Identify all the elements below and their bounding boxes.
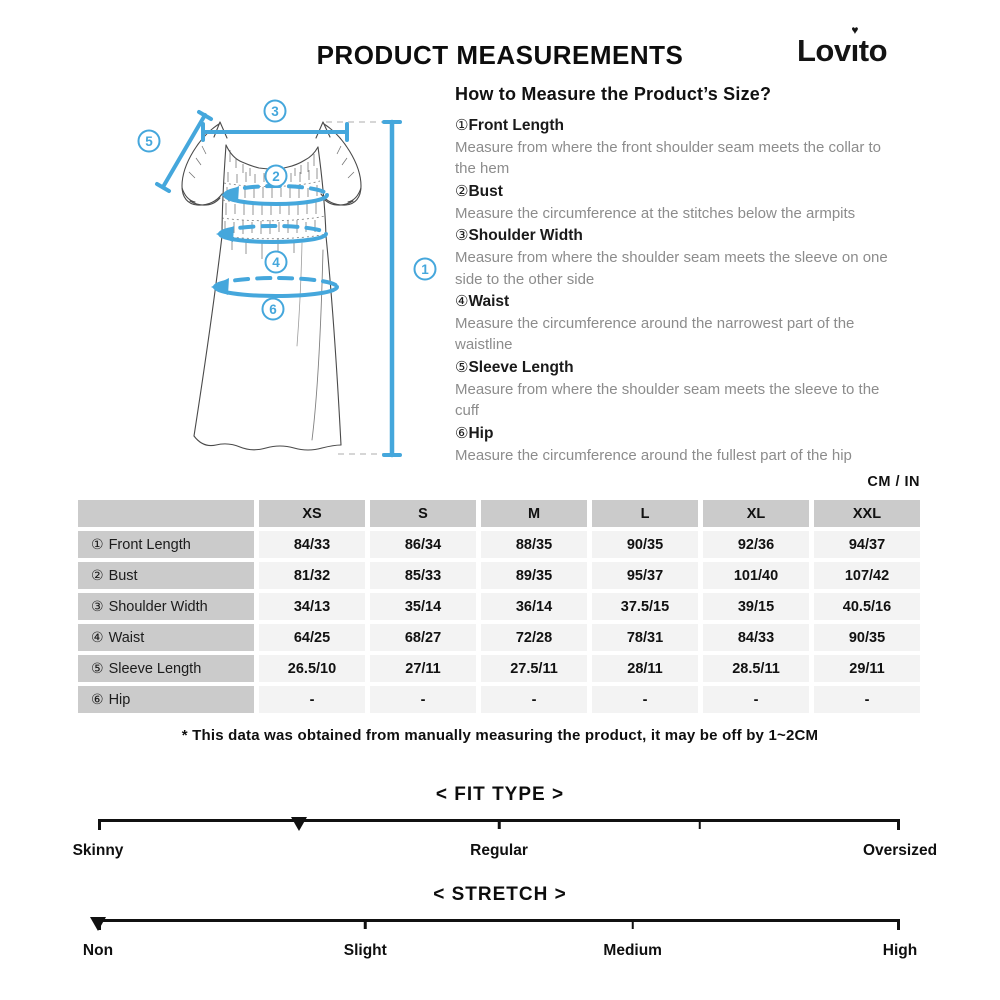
circled-number: ⑤ — [455, 357, 469, 376]
callout-num: 4 — [272, 255, 280, 270]
callout-bust — [266, 166, 287, 187]
table-cell: 27.5/11 — [481, 655, 587, 682]
scale-line — [98, 919, 900, 922]
callout-num: 5 — [145, 134, 153, 149]
scale-label: Oversized — [862, 842, 938, 859]
table-cell: 92/36 — [703, 531, 809, 558]
measure-item-name: Bust — [468, 182, 503, 200]
row-label-text: Shoulder Width — [108, 598, 208, 615]
table-cell: 37.5/15 — [592, 593, 698, 620]
column-header: XS — [259, 500, 365, 527]
column-header: L — [592, 500, 698, 527]
sleeve-length-line — [163, 115, 205, 187]
measure-item — [455, 180, 897, 224]
callout-waist — [266, 252, 287, 273]
table-cell: 27/11 — [370, 655, 476, 682]
logo-i-letter: ı — [850, 33, 859, 68]
stretch-title: < STRETCH > — [433, 884, 567, 905]
scale-tick — [698, 819, 701, 829]
table-cell: 36/14 — [481, 593, 587, 620]
table-cell: 95/37 — [592, 562, 698, 589]
scale-label: Non — [82, 942, 114, 959]
row-label — [78, 624, 254, 651]
size-table — [78, 500, 920, 713]
table-cell: 90/35 — [592, 531, 698, 558]
table-cell: 26.5/10 — [259, 655, 365, 682]
row-label-text: Hip — [108, 691, 131, 708]
measure-item-name: Front Length — [468, 117, 565, 134]
bodice-left — [222, 145, 226, 236]
unit-label: CM / IN — [867, 474, 920, 490]
circled-number: ② — [91, 567, 104, 584]
measure-item-title — [455, 290, 897, 313]
measure-item-title — [455, 180, 897, 203]
logo-text: Lov — [797, 33, 851, 68]
dress-measurement-diagram — [110, 88, 455, 473]
measure-item-title — [455, 224, 897, 247]
table-cell: 28.5/11 — [703, 655, 809, 682]
row-label — [78, 562, 254, 589]
table-cell: - — [259, 686, 365, 713]
scale-tick — [631, 919, 634, 929]
left-cuff-ruffle — [182, 188, 220, 205]
heart-icon: ♥ — [851, 23, 858, 37]
table-cell: 85/33 — [370, 562, 476, 589]
gather-row — [222, 216, 325, 221]
table-cell: 68/27 — [370, 624, 476, 651]
measure-item-desc: Measure the circumference at the stitches below the armpits — [455, 204, 856, 222]
table-cell: 90/35 — [814, 624, 920, 651]
fit-type-title: < FIT TYPE > — [435, 784, 565, 805]
row-label — [78, 593, 254, 620]
scale-tick — [364, 919, 367, 929]
table-cell: 84/33 — [259, 531, 365, 558]
callout-hip — [263, 299, 284, 320]
measure-item — [455, 356, 897, 422]
page-title: PRODUCT MEASUREMENTS — [316, 40, 684, 70]
table-cell: 84/33 — [703, 624, 809, 651]
circled-number: ④ — [455, 292, 469, 311]
table-cell: 89/35 — [481, 562, 587, 589]
scale-label: Regular — [470, 842, 528, 859]
table-cell: 86/34 — [370, 531, 476, 558]
measure-item — [455, 422, 897, 466]
how-to-heading: How to Measure the Product’s Size? — [455, 84, 772, 104]
how-to-measure-panel — [455, 84, 897, 466]
table-cell: 101/40 — [703, 562, 809, 589]
hem-wave — [194, 436, 341, 450]
circled-number: ⑤ — [91, 660, 104, 677]
callout-sleeve-length — [139, 131, 160, 152]
callout-num: 1 — [421, 262, 429, 277]
table-cell: 39/15 — [703, 593, 809, 620]
column-header: XL — [703, 500, 809, 527]
skirt-right — [326, 236, 341, 445]
measure-item-desc: Measure from where the front shoulder seam meets the collar to the hem — [455, 139, 882, 178]
column-header: M — [481, 500, 587, 527]
hip-arc-dashed — [215, 278, 337, 287]
circled-number: ⑥ — [455, 423, 469, 442]
measure-item-desc: Measure from where the shoulder seam meets the sleeve to the cuff — [455, 380, 880, 420]
measure-item-title — [455, 356, 897, 379]
skirt-left — [194, 236, 222, 436]
circled-number: ③ — [91, 598, 104, 615]
table-cell: - — [481, 686, 587, 713]
callout-front-length — [415, 259, 436, 280]
table-cell: 64/25 — [259, 624, 365, 651]
circled-number: ② — [455, 181, 469, 200]
measure-item-desc: Measure the circumference around the fullest part of the hip — [455, 446, 852, 464]
scale-label: Medium — [603, 942, 662, 959]
table-cell: 94/37 — [814, 531, 920, 558]
row-label-text: Sleeve Length — [108, 660, 202, 677]
measure-item — [455, 224, 897, 290]
stretch-scale — [82, 919, 918, 965]
measure-item-title — [455, 422, 897, 445]
circled-number: ④ — [91, 629, 104, 646]
hip-arc-solid — [215, 287, 337, 296]
table-cell: 107/42 — [814, 562, 920, 589]
table-cell: - — [703, 686, 809, 713]
table-cell: 81/32 — [259, 562, 365, 589]
row-label-text: Waist — [108, 629, 145, 646]
scale-label: Slight — [343, 942, 387, 959]
scale-end-tick-right — [897, 919, 900, 930]
scale-label: Skinny — [72, 842, 124, 859]
table-cell: - — [592, 686, 698, 713]
table-cell: 40.5/16 — [814, 593, 920, 620]
table-cell: 72/28 — [481, 624, 587, 651]
table-cell: 29/11 — [814, 655, 920, 682]
measure-item-name: Shoulder Width — [468, 227, 583, 245]
measure-item-desc: Measure the circumference around the narrowest part of the waistline — [455, 315, 855, 354]
measure-item — [455, 114, 897, 180]
circled-number: ⑥ — [91, 691, 104, 708]
measure-item — [455, 290, 897, 356]
row-label-text: Front Length — [108, 536, 191, 553]
callout-num: 2 — [272, 169, 280, 184]
circled-number: ① — [455, 116, 469, 134]
table-cell: 78/31 — [592, 624, 698, 651]
stretch-marker — [90, 917, 106, 931]
callout-num: 6 — [269, 302, 277, 317]
callout-shoulder-width — [265, 101, 286, 122]
table-cell: 88/35 — [481, 531, 587, 558]
scale-tick — [498, 819, 501, 829]
logo-text-2: to — [858, 33, 888, 68]
column-header: S — [370, 500, 476, 527]
waist-arc-solid — [220, 234, 326, 242]
row-label — [78, 655, 254, 682]
measure-item-name: Waist — [468, 293, 510, 311]
measure-item-name: Hip — [468, 424, 494, 442]
bust-arc-solid — [225, 195, 327, 204]
table-corner-cell — [78, 500, 254, 527]
table-cell: 35/14 — [370, 593, 476, 620]
logo-i — [850, 23, 859, 69]
circled-number: ① — [91, 536, 104, 553]
right-sleeve — [321, 124, 361, 205]
table-cell: - — [814, 686, 920, 713]
measure-item-title — [455, 114, 897, 137]
brand-logo — [797, 23, 888, 69]
scale-end-tick-right — [897, 819, 900, 830]
waist-arc-dashed — [220, 226, 326, 234]
scale-end-tick-left — [98, 819, 101, 830]
measurement-marks — [157, 112, 400, 455]
fit-type-scale — [72, 819, 938, 865]
fit-type-marker — [291, 817, 307, 831]
footnote: * This data was obtained from manually measuring the product, it may be off by 1~2CM — [181, 727, 819, 744]
measure-item-desc: Measure from where the shoulder seam meets the sleeve on one side to the other side — [455, 249, 888, 288]
scale-label: High — [882, 942, 918, 959]
callout-num: 3 — [271, 104, 279, 119]
table-cell: 34/13 — [259, 593, 365, 620]
measure-item-name: Sleeve Length — [468, 358, 574, 376]
row-label-text: Bust — [108, 567, 138, 584]
row-label — [78, 531, 254, 558]
right-cuff-ruffle — [323, 188, 361, 205]
table-cell: - — [370, 686, 476, 713]
row-label — [78, 686, 254, 713]
circled-number: ③ — [455, 226, 469, 245]
table-cell: 28/11 — [592, 655, 698, 682]
column-header: XXL — [814, 500, 920, 527]
